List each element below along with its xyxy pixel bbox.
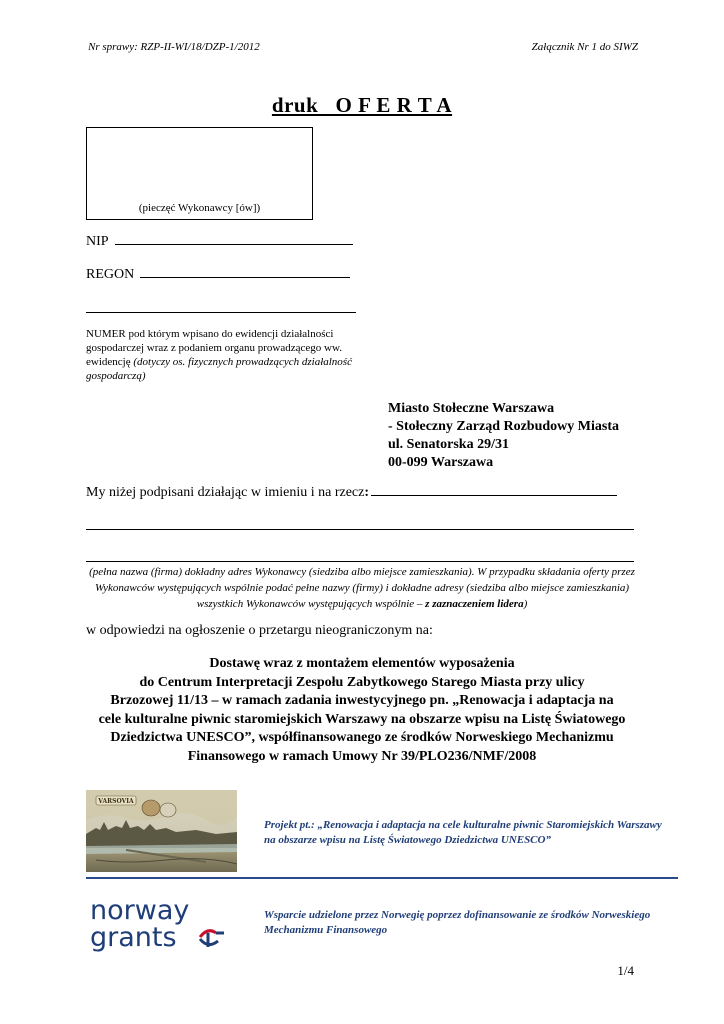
stamp-box — [86, 127, 313, 220]
nip-label: NIP — [86, 234, 109, 249]
registry-note-italic: (dotyczy os. fizycznych prowadzących działalność gospodarczą) — [86, 356, 352, 382]
registry-note-main: NUMER pod którym wpisano do ewidencji działalności gospodarczej wraz z podaniem organu prowadzącego ww. ewidencję — [86, 328, 342, 368]
regon-line[interactable] — [140, 265, 350, 278]
party-line-2[interactable] — [86, 529, 634, 530]
subject-line-5: Dziedzictwa UNESCO”, współfinansowanego ze środków Norweskiego Mechanizmu — [110, 730, 614, 745]
logo-line-1: norway — [90, 895, 190, 926]
subject-line-6: Finansowego w ramach Umowy Nr 39/PLO236/NMF/2008 — [187, 748, 537, 764]
stamp-label: (pieczęć Wykonawcy [ów]) — [138, 202, 261, 214]
warsaw-engraving-image — [86, 790, 237, 872]
regon-label: REGON — [86, 267, 135, 282]
response-text: w odpowiedzi na ogłoszenie o przetargu nieograniczonym na: — [86, 623, 433, 638]
page-number: 1/4 — [617, 963, 634, 978]
subject-line-1: Dostawę wraz z montażem elementów wyposażenia — [209, 656, 515, 671]
recipient-line-1: Miasto Stołeczne Warszawa — [388, 401, 555, 416]
subject-line-4: cele kulturalne piwnic staromiejskich Warszawy na obszarze wpisu na Listę Światowego — [98, 711, 626, 727]
nip-field[interactable] — [86, 232, 353, 250]
regon-field[interactable] — [86, 265, 350, 283]
tender-subject — [60, 655, 664, 766]
party-field[interactable]: My niżej podpisani działając w imieniu i na rzecz: — [86, 483, 617, 501]
nip-line[interactable] — [115, 232, 353, 245]
recipient-line-4: 00-099 Warszawa — [388, 455, 494, 470]
subject-line-3: Brzozowej 11/13 – w ramach zadania inwestycyjnego pn. „Renowacja i adaptacja na — [110, 693, 614, 708]
norway-grants-logo — [88, 893, 238, 953]
party-line[interactable] — [371, 483, 617, 496]
logo-line-2: grants — [90, 922, 177, 953]
firm-note-text: (pełna nazwa (firma) dokładny adres Wykonawcy (siedziba albo miejsce zamieszkania). W przypadku składania oferty przez Wykonawców występujących wspólnie podać pełne nazwy (firmy) i dokładne adresy (siedziba albo miejsce zamieszkania) wszystkich Wykonawców występujących wspólnie – — [89, 566, 635, 610]
attachment-label: Załącznik Nr 1 do SIWZ — [531, 41, 638, 53]
recipient-address — [388, 400, 619, 472]
recipient-line-3: ul. Senatorska 29/31 — [388, 437, 509, 452]
registry-number-line[interactable] — [86, 312, 356, 313]
divider-rule — [86, 877, 678, 879]
registry-note — [86, 327, 366, 383]
engraving-caption: VARSOVIA — [98, 798, 134, 805]
page-title — [0, 93, 724, 118]
party-line-3[interactable] — [86, 561, 634, 562]
subject-line-2: do Centrum Interpretacji Zespołu Zabytkowego Starego Miasta przy ulicy — [139, 674, 585, 690]
recipient-line-2: - Stołeczny Zarząd Rozbudowy Miasta — [388, 419, 619, 434]
firm-note-end: ) — [523, 598, 528, 610]
case-number: Nr sprawy: RZP-II-WI/18/DZP-1/2012 — [88, 41, 260, 53]
party-label: My niżej podpisani działając w imieniu i na rzecz — [86, 485, 365, 500]
support-text: Wsparcie udzielone przez Norwegię poprzez dofinansowanie ze środków Norweskiego Mechanizmu Finansowego — [264, 909, 651, 936]
title-text: druk O F E R T A — [271, 93, 453, 117]
firm-note — [86, 564, 638, 612]
project-text: Projekt pt.: „Renowacja i adaptacja na cele kulturalne piwnic Staromiejskich Warszawy na obszarze wpisu na Listę Światowego Dziedzictwa UNESCO” — [264, 819, 662, 846]
firm-note-bold: z zaznaczeniem lidera — [425, 598, 524, 610]
